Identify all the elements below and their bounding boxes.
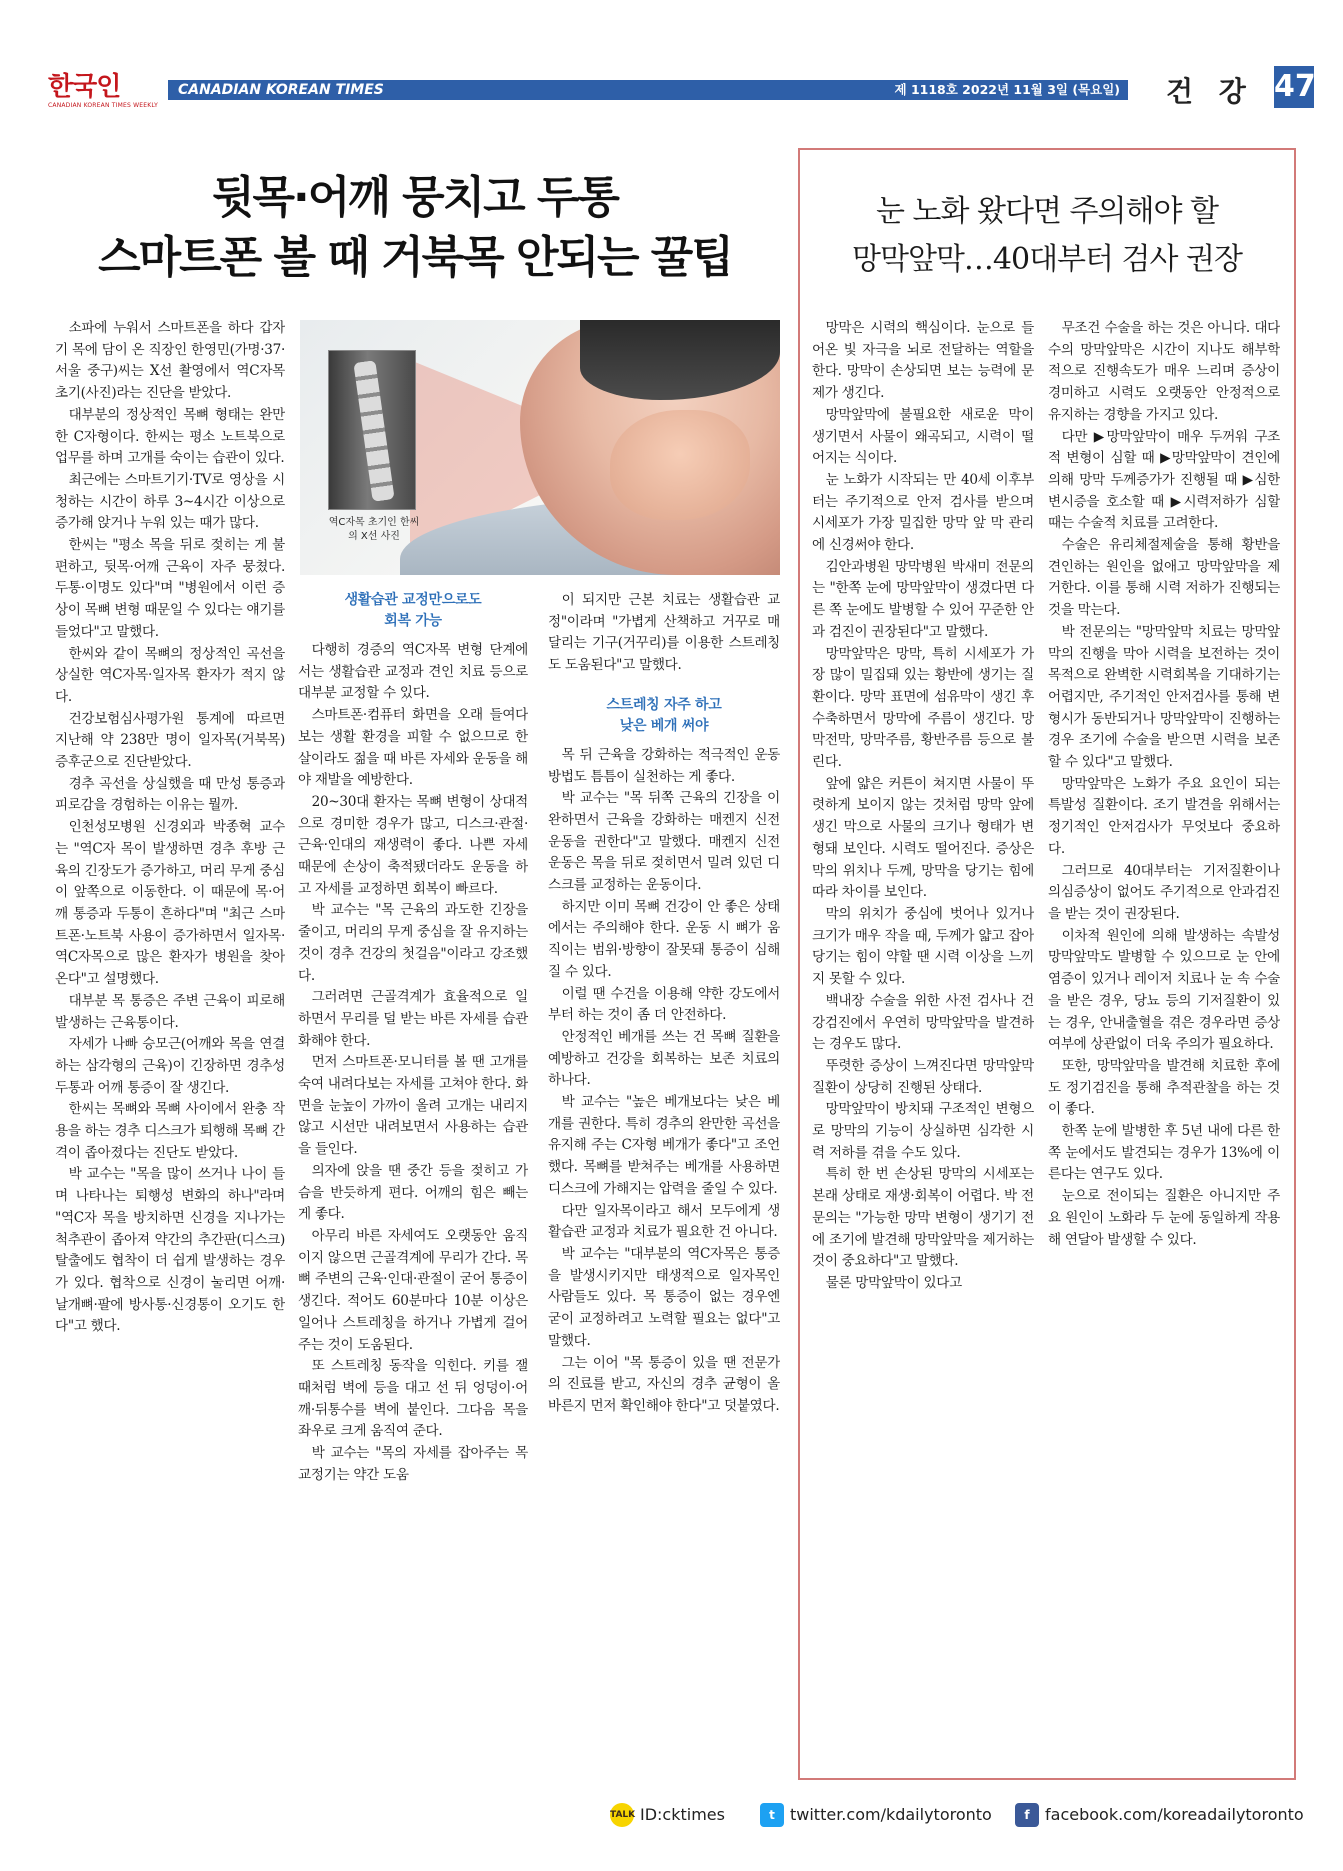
paragraph: 물론 망막앞막이 있다고 — [825, 1274, 962, 1291]
facebook-link[interactable] — [1015, 1800, 1304, 1830]
paragraph: 눈으로 전이되는 질환은 아니지만 주요 원인이 노화라 두 눈에 동일하게 작용해 연달아 발생할 수 있다. — [1048, 1188, 1280, 1248]
paragraph: 무조건 수술을 하는 것은 아니다. 대다수의 망막앞막은 시간이 지나도 해부학적으로 진행속도가 매우 느리며 증상이 경미하고 시력도 오랫동안 안정적으로 유지하는 경향을 가지고 있다. — [1048, 320, 1280, 423]
sidebar-headline-line-1: 눈 노화 왔다면 주의해야 할 — [876, 194, 1218, 229]
paragraph: 다만 일자목이라고 해서 모두에게 생활습관 교정과 치료가 필요한 건 아니다. — [548, 1202, 780, 1241]
article-column-2 — [298, 590, 528, 1774]
paragraph: 박 교수는 "대부분의 역C자목은 통증을 발생시키지만 태생적으로 일자목인 사람들도 있다. 목 통증이 없는 경우엔 굳이 교정하려고 노력할 필요는 없다"고 말했다. — [548, 1245, 780, 1349]
page-number: 47 — [1274, 66, 1314, 108]
sidebar-headline-line-2: 망막앞막…40대부터 검사 권장 — [851, 242, 1243, 277]
paragraph: 망막은 시력의 핵심이다. 눈으로 들어온 빛 자극을 뇌로 전달하는 역할을 한다. 망막이 손상되면 보는 능력에 문제가 생긴다. — [812, 320, 1034, 402]
paragraph: 경추 곡선을 상실했을 때 만성 통증과 피로감을 경험하는 이유는 뭘까. — [55, 775, 285, 814]
sidebar-headline — [800, 188, 1294, 284]
sidebar-column-1 — [812, 318, 1034, 1774]
paragraph: 소파에 누워서 스마트폰을 하다 갑자기 목에 담이 온 직장인 한영민(가명·37·서울 중구)씨는 X선 촬영에서 역C자목 초기(사진)라는 진단을 받았다. — [55, 320, 285, 402]
article-headline — [50, 168, 780, 288]
logo-subtext: CANADIAN KOREAN TIMES WEEKLY — [48, 102, 158, 109]
paragraph: 박 교수는 "목의 자세를 잡아주는 목 교정기는 약간 도움 — [298, 1445, 528, 1483]
facebook-icon: f — [1015, 1803, 1039, 1827]
issue-info: 제 1118호 2022년 11월 3일 (목요일) — [894, 82, 1120, 97]
paragraph: 앞에 얇은 커튼이 쳐지면 사물이 뚜렷하게 보이지 않는 것처럼 망막 앞에 생긴 막으로 사물의 크기나 형태가 변형돼 보인다. 시력도 떨어진다. 증상은 막의 위치나 두께, 망막을 당기는 힘에 따라 차이를 보인다. — [812, 775, 1034, 901]
paragraph: 망막앞막이 방치돼 구조적인 변형으로 망막의 기능이 상실하면 심각한 시력 저하를 겪을 수도 있다. — [812, 1101, 1034, 1161]
kakao-link[interactable] — [610, 1800, 725, 1830]
paragraph: 망막앞막은 망막, 특히 시세포가 가장 많이 밀집돼 있는 황반에 생기는 질환이다. 망막 표면에 섬유막이 생긴 후 수축하면서 망막에 주름이 생긴다. 망막전막, 망막주름, 황반주름 등으로 불린다. — [812, 645, 1034, 771]
facebook-url: facebook.com/koreadailytoronto — [1045, 1805, 1304, 1824]
headline-line-2: 스마트폰 볼 때 거북목 안되는 꿀팁 — [98, 232, 732, 283]
paragraph: 인천성모병원 신경외과 박종혁 교수는 "역C자 목이 발생하면 경추 후방 근육의 긴장도가 증가하고, 머리 무게 중심이 앞쪽으로 이동한다. 이 때문에 목·어깨 통증과 두통이 흔하다"며 "최근 스마트폰·노트북 사용이 증가하면서 일자목·역C자목으로 많은 환자가 병원을 찾아온다"고 설명했다. — [55, 819, 285, 988]
paragraph: 뚜렷한 증상이 느껴진다면 망막앞막 질환이 상당히 진행된 상태다. — [812, 1057, 1034, 1096]
paragraph: 또 스트레칭 동작을 익힌다. 키를 잴 때처럼 벽에 등을 대고 선 뒤 엉덩이·어깨·뒤통수를 벽에 붙인다. 그다음 목을 좌우로 크게 움직여 준다. — [298, 1358, 528, 1440]
xray-image — [328, 350, 416, 510]
paragraph: 아무리 바른 자세여도 오랫동안 움직이지 않으면 근골격계에 무리가 간다. 목뼈 주변의 근육·인대·관절이 굳어 통증이 생긴다. 적어도 60분마다 10분 이상은 일어나 스트레칭을 하거나 가볍게 걸어주는 것이 도움된다. — [298, 1227, 528, 1353]
kakao-id: ID:cktimes — [640, 1805, 725, 1824]
paragraph: 건강보험심사평가원 통계에 따르면 지난해 약 238만 명이 일자목(거북목)증후군으로 진단받았다. — [55, 710, 285, 771]
paragraph: 20~30대 환자는 목뼈 변형이 상대적으로 경미한 경우가 많고, 디스크·관절·근육·인대의 재생력이 좋다. 나쁜 자세 때문에 손상이 축적됐더라도 운동을 하고 자세를 교정하면 회복이 빠르다. — [298, 793, 528, 897]
paragraph: 그는 이어 "목 통증이 있을 땐 전문가의 진료를 받고, 자신의 경추 균형이 올바른지 먼저 확인해야 한다"고 덧붙였다. — [548, 1354, 780, 1414]
article-column-1 — [55, 318, 285, 1774]
subheading-lifestyle: 생활습관 교정만으로도 회복 가능 — [344, 592, 482, 629]
photo-hand — [610, 410, 750, 520]
paragraph: 먼저 스마트폰·모니터를 볼 땐 고개를 숙여 내려다보는 자세를 고쳐야 한다. 화면을 눈높이 가까이 올려 고개는 내리지 않고 시선만 내려보면서 사용하는 습관을 들인다. — [298, 1054, 528, 1158]
twitter-url: twitter.com/kdailytoronto — [790, 1805, 992, 1824]
paragraph: 대부분 목 통증은 주변 근육이 피로해 발생하는 근육통이다. — [55, 992, 285, 1031]
twitter-link[interactable] — [760, 1800, 992, 1830]
sidebar-column-2 — [1048, 318, 1280, 1774]
logo-text: 한국인 — [48, 72, 121, 102]
paragraph: 김안과병원 망막병원 박새미 전문의는 "한쪽 눈에 망막앞막이 생겼다면 다른 쪽 눈에도 발병할 수 있어 꾸준한 안과 검진이 권장된다"고 말했다. — [812, 558, 1034, 640]
masthead — [48, 62, 1316, 122]
paragraph: 망막앞막에 불필요한 새로운 막이 생기면서 사물이 왜곡되고, 시력이 떨어지는 식이다. — [812, 406, 1034, 467]
paragraph: 자세가 나빠 승모근(어깨와 목을 연결하는 삼각형의 근육)이 긴장하면 경추성 두통과 어깨 통증이 잘 생긴다. — [55, 1036, 285, 1096]
paragraph: 수술은 유리체절제술을 통해 황반을 견인하는 원인을 없애고 망막앞막을 제거한다. 이를 통해 시력 저하가 진행되는 것을 막는다. — [1048, 537, 1280, 619]
footer-social — [610, 1800, 1310, 1830]
article-column-3 — [548, 590, 780, 1774]
section-title: 건 강 — [1166, 75, 1254, 108]
paragraph: 하지만 이미 목뼈 건강이 안 좋은 상태에서는 주의해야 한다. 운동 시 뼈가 움직이는 범위·방향이 잘못돼 통증이 심해질 수 있다. — [548, 898, 780, 980]
paragraph: 막의 위치가 중심에 벗어나 있거나 크기가 매우 작을 때, 두께가 얇고 잡아당기는 힘이 약할 땐 시력 이상을 느끼지 못할 수 있다. — [812, 905, 1034, 988]
paragraph: 한씨와 같이 목뼈의 정상적인 곡선을 상실한 역C자목·일자목 환자가 적지 않다. — [55, 645, 285, 705]
paragraph: 스마트폰·컴퓨터 화면을 오래 들여다보는 생활 환경을 피할 수 없으므로 한 살이라도 젊을 때 바른 자세와 운동을 해야 재발을 예방한다. — [298, 707, 528, 789]
paragraph: 이 되지만 근본 치료는 생활습관 교정"이라며 "가볍게 산책하고 거꾸로 매달리는 기구(거꾸리)를 이용한 스트레칭도 도움된다"고 말했다. — [548, 592, 780, 674]
headline-line-1: 뒷목·어깨 뭉치고 두통 — [212, 172, 618, 223]
subheading-stretching: 스트레칭 자주 하고 낮은 베개 써야 — [606, 696, 722, 734]
paragraph: 그러려면 근골격계가 효율적으로 일하면서 무리를 덜 받는 바른 자세를 습관화해야 한다. — [298, 989, 528, 1049]
paragraph: 박 교수는 "높은 베개보다는 낮은 베개를 권한다. 특히 경추의 완만한 곡선을 유지해 주는 C자형 베개가 좋다"고 조언했다. 목뼈를 받쳐주는 베개를 사용하면 디스크에 가해지는 압력을 줄일 수 있다. — [548, 1094, 780, 1197]
paragraph: 의자에 앉을 땐 중간 등을 젖히고 가슴을 반듯하게 편다. 어깨의 힘은 빼는 게 좋다. — [298, 1162, 528, 1223]
paragraph: 이차적 원인에 의해 발생하는 속발성 망막앞막도 발병할 수 있으므로 눈 안에 염증이 있거나 레이저 치료나 눈 속 수술을 받은 경우, 당뇨 등의 기저질환이 있는 경우, 안내출혈을 겪은 경우라면 증상 여부에 상관없이 더욱 주의가 필요하다. — [1048, 927, 1280, 1053]
photo-caption: 역C자목 초기인 한씨의 X선 사진 — [328, 517, 420, 542]
paragraph: 한씨는 목뼈와 목뼈 사이에서 완충 작용을 하는 경추 디스크가 퇴행해 목뼈 간격이 좁아졌다는 진단도 받았다. — [55, 1101, 285, 1161]
paragraph: 다만 ▶망막앞막이 매우 두꺼워 구조적 변형이 심할 때 ▶망막앞막이 견인에 의해 망막 두께증가가 진행될 때 ▶심한 변시증을 호소할 때 ▶시력저하가 심할 때는 수술적 치료를 고려한다. — [1048, 428, 1280, 532]
paragraph: 또한, 망막앞막을 발견해 치료한 후에도 정기검진을 통해 추적관찰을 하는 것이 좋다. — [1048, 1057, 1280, 1118]
paper-name: CANADIAN KOREAN TIMES — [178, 80, 390, 100]
twitter-icon: t — [760, 1803, 784, 1827]
xray-spine — [353, 360, 394, 502]
kakao-talk-icon: TALK — [610, 1803, 634, 1827]
paragraph: 한씨는 "평소 목을 뒤로 젖히는 게 불편하고, 뒷목·어깨 근육이 자주 뭉쳤다. 두통·이명도 있다"며 "병원에서 이런 증상이 목뼈 변형 때문일 수 있다는 얘기를 들었다"고 말했다. — [55, 537, 285, 640]
paragraph: 이럴 땐 수건을 이용해 약한 강도에서부터 하는 것이 좀 더 안전하다. — [548, 985, 780, 1024]
paragraph: 목 뒤 근육을 강화하는 적극적인 운동 방법도 틈틈이 실천하는 게 좋다. — [548, 746, 780, 785]
paragraph: 망막앞막은 노화가 주요 요인이 되는 특발성 질환이다. 조기 발견을 위해서는 정기적인 안저검사가 무엇보다 중요하다. — [1048, 775, 1280, 857]
paragraph: 눈 노화가 시작되는 만 40세 이후부터는 주기적으로 안저 검사를 받으며 시세포가 가장 밀집한 망막 앞 막 관리에 신경써야 한다. — [812, 471, 1034, 554]
paragraph: 한쪽 눈에 발병한 후 5년 내에 다른 한쪽 눈에서도 발견되는 경우가 13%에 이른다는 연구도 있다. — [1048, 1123, 1280, 1183]
paragraph: 박 교수는 "목 근육의 과도한 긴장을 줄이고, 머리의 무게 중심을 잘 유지하는 것이 경추 건강의 첫걸음"이라고 강조했다. — [298, 902, 528, 984]
paragraph: 박 전문의는 "망막앞막 치료는 망막앞막의 진행을 막아 시력을 보전하는 것이 목적으로 완벽한 시력회복을 기대하기는 어렵지만, 주기적인 안저검사를 통해 변형시가 동반되거나 망막앞막이 진행하는 경우 조기에 수술을 받으면 시력을 보존할 수 있다"고 말했다. — [1048, 623, 1280, 771]
header-bar — [168, 80, 1128, 100]
paragraph: 다행히 경증의 역C자목 변형 단계에서는 생활습관 교정과 견인 치료 등으로 대부분 교정할 수 있다. — [298, 642, 528, 702]
paragraph: 특히 한 번 손상된 망막의 시세포는 본래 상태로 재생·회복이 어렵다. 박 전문의는 "가능한 망막 변형이 생기기 전에 조기에 발견해 망막앞막을 제거하는 것이 중요하다"고 말했다. — [812, 1166, 1034, 1270]
paragraph: 백내장 수술을 위한 사전 검사나 건강검진에서 우연히 망막앞막을 발견하는 경우도 많다. — [812, 992, 1034, 1053]
newspaper-logo[interactable] — [48, 72, 160, 116]
article-photo — [300, 320, 780, 575]
paragraph: 박 교수는 "목 뒤쪽 근육의 긴장을 이완하면서 근육을 강화하는 매켄지 신전 운동을 권한다"고 말했다. 매켄지 신전 운동은 목을 뒤로 젖히면서 밀려 있던 디스크를 교정하는 운동이다. — [548, 790, 780, 894]
paragraph: 최근에는 스마트기기·TV로 영상을 시청하는 시간이 하루 3~4시간 이상으로 증가해 앉거나 누워 있는 때가 많다. — [55, 471, 285, 532]
paragraph: 대부분의 정상적인 목뼈 형태는 완만한 C자형이다. 한씨는 평소 노트북으로 업무를 하며 고개를 숙이는 습관이 있다. — [55, 406, 285, 467]
paragraph: 박 교수는 "목을 많이 쓰거나 나이 들며 나타나는 퇴행성 변화의 하나"라며 "역C자 목을 방치하면 신경을 지나가는 척추관이 좁아져 약간의 추간판(디스크) 탈출에도 협착이 더 쉽게 발생하는 경우가 있다. 협착으로 신경이 눌리면 어깨·날개뼈·팔에 방사통·신경통이 오기도 한다"고 했다. — [55, 1166, 285, 1335]
paragraph: 그러므로 40대부터는 기저질환이나 의심증상이 없어도 주기적으로 안과검진을 받는 것이 권장된다. — [1048, 862, 1280, 922]
paragraph: 안정적인 베개를 쓰는 건 목뼈 질환을 예방하고 건강을 회복하는 보존 치료의 하나다. — [548, 1028, 780, 1089]
